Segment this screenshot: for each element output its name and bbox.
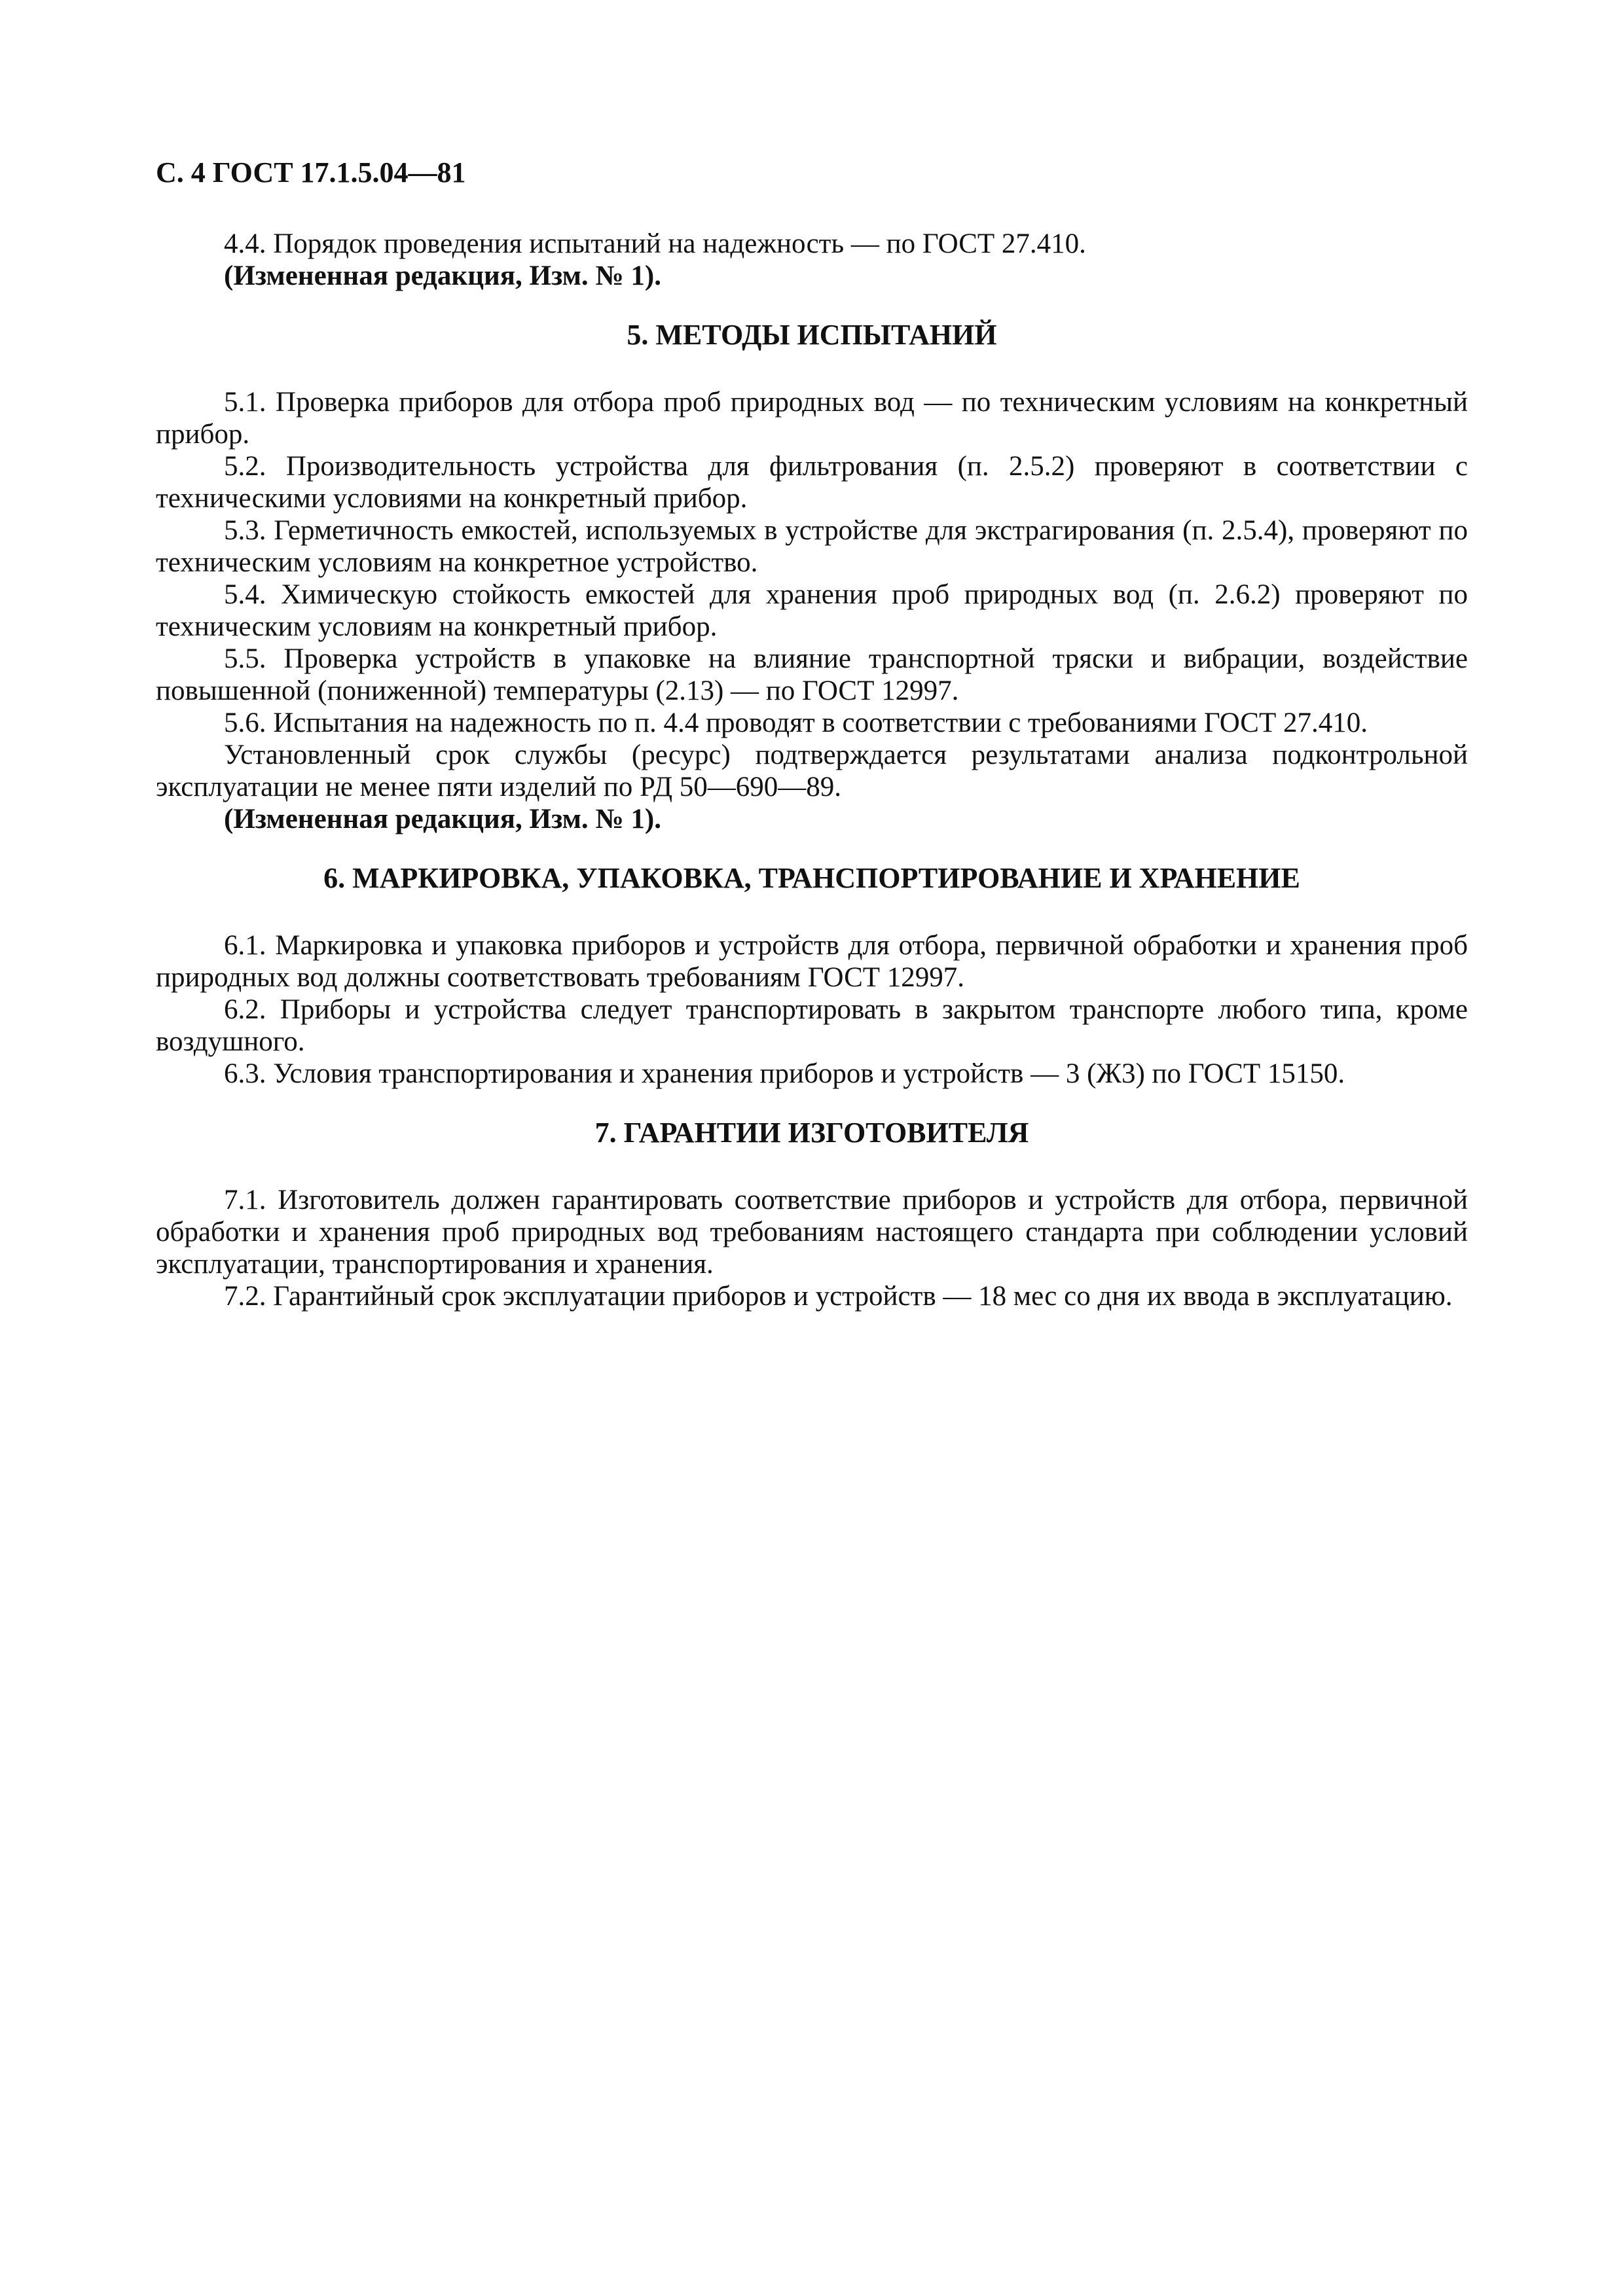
document-page <box>156 154 1468 1312</box>
paragraph-5-3: 5.3. Герметичность емкостей, используемых в устройстве для экстрагирования (п. 2.5.4), проверяют по техническим условиям на конкретное устройство. <box>156 515 1468 578</box>
section-6-title: 6. МАРКИРОВКА, УПАКОВКА, ТРАНСПОРТИРОВАНИЕ И ХРАНЕНИЕ <box>323 862 1300 894</box>
paragraph-5-2: 5.2. Производительность устройства для фильтрования (п. 2.5.2) проверяют в соответствии с техническими условиями на конкретный прибор. <box>156 451 1468 514</box>
amendment-note: (Измененная редакция, Изм. № 1). <box>224 804 661 834</box>
section-5-title: 5. МЕТОДЫ ИСПЫТАНИЙ <box>627 319 997 351</box>
paragraph-5-4: 5.4. Химическую стойкость емкостей для хранения проб природных вод (п. 2.6.2) проверяют по техническим условиям на конкретный прибор. <box>156 579 1468 642</box>
paragraph-6-3: 6.3. Условия транспортирования и хранения приборов и устройств — 3 (Ж3) по ГОСТ 15150. <box>224 1058 1345 1089</box>
paragraph-5-6: 5.6. Испытания на надежность по п. 4.4 проводят в соответствии с требованиями ГОСТ 27.410. <box>224 708 1368 738</box>
paragraph-6-2: 6.2. Приборы и устройства следует транспортировать в закрытом транспорте любого типа, кроме воздушного. <box>156 994 1468 1057</box>
running-head: С. 4 ГОСТ 17.1.5.04—81 <box>156 156 466 188</box>
paragraph-6-1: 6.1. Маркировка и упаковка приборов и устройств для отбора, первичной обработки и хранения проб природных вод должны соответствовать требованиям ГОСТ 12997. <box>156 930 1468 993</box>
paragraph-5-5: 5.5. Проверка устройств в упаковке на влияние транспортной тряски и вибрации, воздействие повышенной (пониженной) температуры (2.13) — по ГОСТ 12997. <box>156 643 1468 706</box>
paragraph-4-4: 4.4. Порядок проведения испытаний на надежность — по ГОСТ 27.410. <box>224 228 1086 259</box>
paragraph-7-2: 7.2. Гарантийный срок эксплуатации приборов и устройств — 18 мес со дня их ввода в эксплуатацию. <box>224 1281 1453 1312</box>
paragraph-7-1: 7.1. Изготовитель должен гарантировать соответствие приборов и устройств для отбора, первичной обработки и хранения проб природных вод требованиям настоящего стандарта при соблюдении условий эксплуатации, транспортирования и хранения. <box>156 1185 1468 1280</box>
amendment-note: (Измененная редакция, Изм. № 1). <box>224 260 661 291</box>
section-7-title: 7. ГАРАНТИИ ИЗГОТОВИТЕЛЯ <box>594 1117 1029 1149</box>
paragraph-5-1: 5.1. Проверка приборов для отбора проб природных вод — по техническим условиям на конкретный прибор. <box>156 387 1468 450</box>
paragraph-5-6-service-life: Установленный срок службы (ресурс) подтверждается результатами анализа подконтрольной эксплуатации не менее пяти изделий по РД 50—690—89. <box>156 740 1468 802</box>
